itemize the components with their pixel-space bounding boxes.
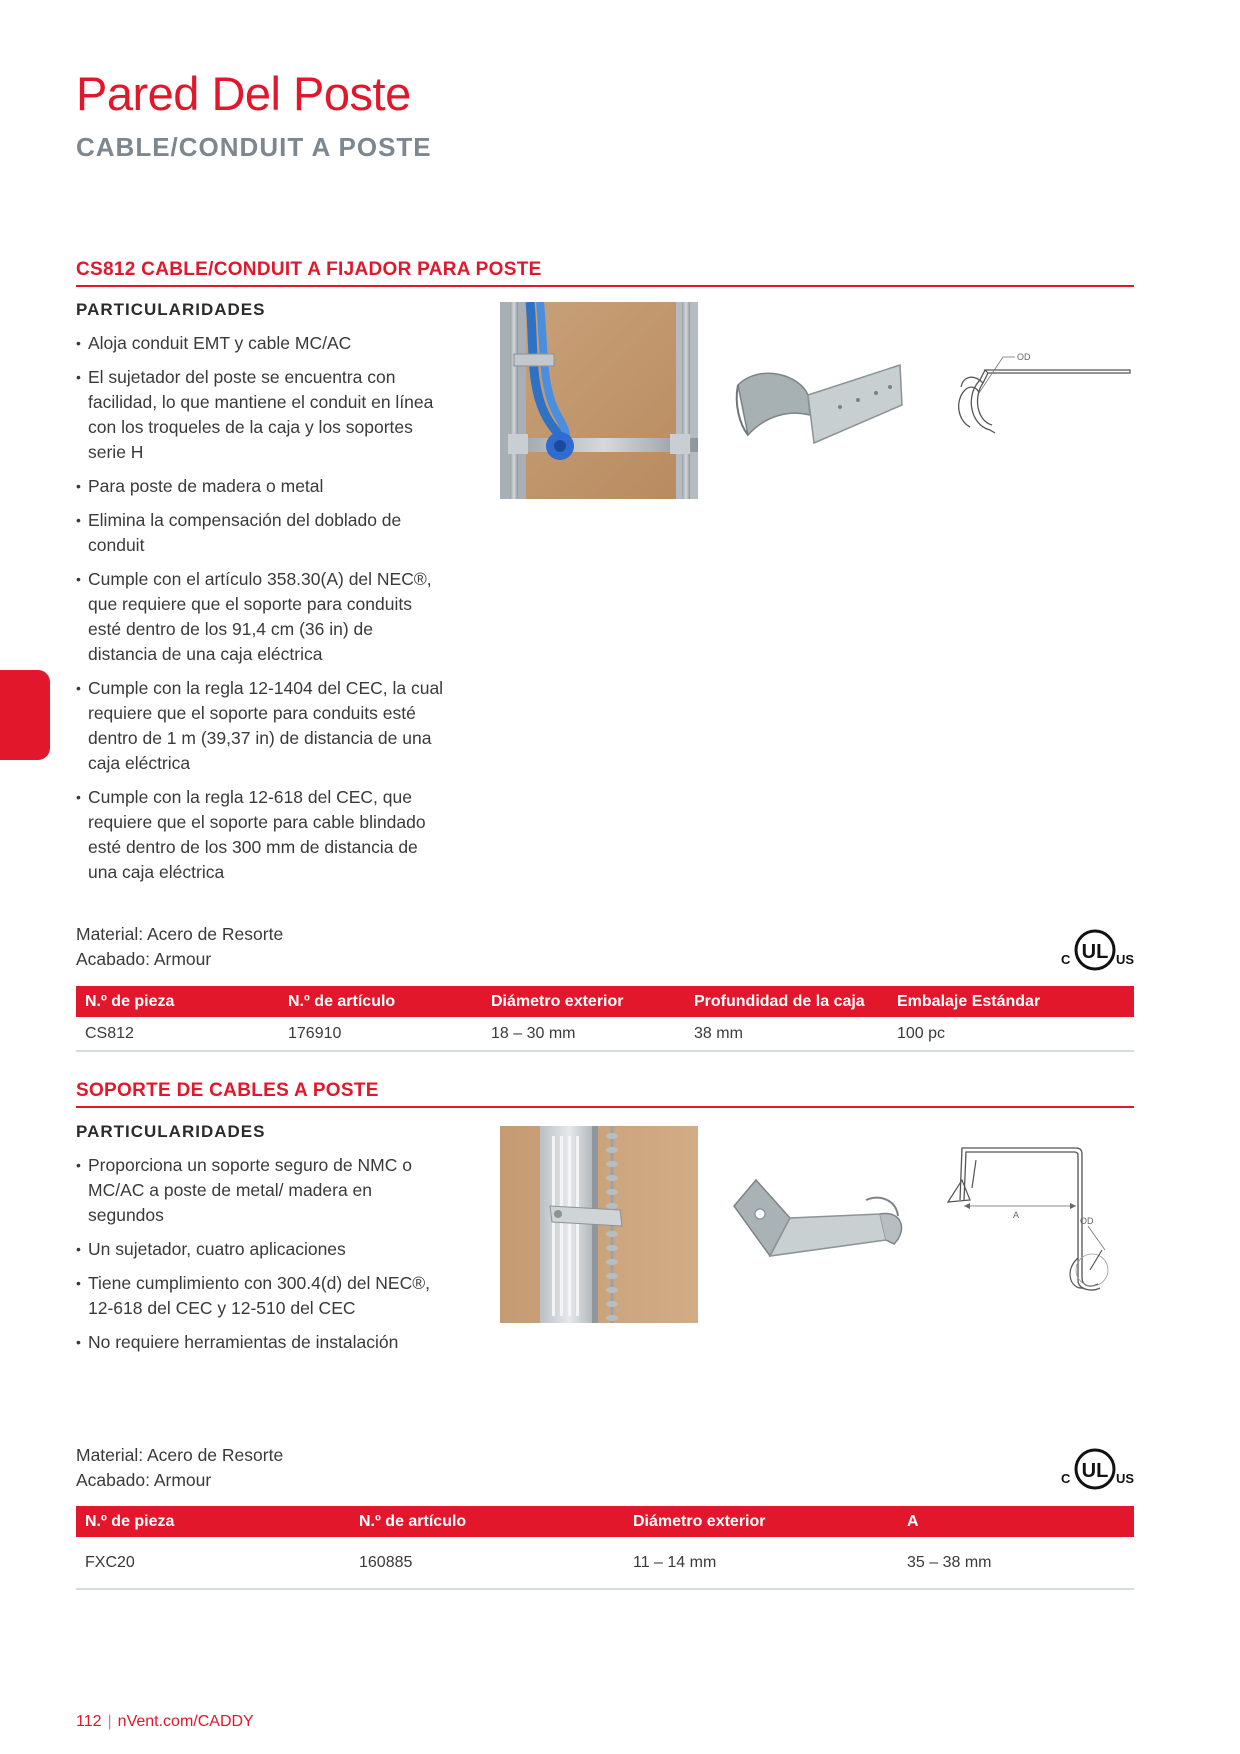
svg-text:C: C	[1061, 952, 1071, 967]
page-subtitle: CABLE/CONDUIT A POSTE	[76, 132, 432, 162]
features-title: PARTICULARIDADES	[76, 300, 266, 319]
list-item: • Proporciona un soporte seguro de NMC o MC/AC a poste de metal/ madera en segundos	[76, 1153, 446, 1228]
od-label: OD	[1080, 1216, 1094, 1226]
table-cell: 160885	[350, 1537, 624, 1589]
table-header-row	[76, 986, 1134, 1017]
table-cell: FXC20	[76, 1537, 350, 1589]
table-cell: 38 mm	[685, 1017, 888, 1051]
svg-text:US: US	[1116, 952, 1135, 967]
material-info	[76, 1443, 283, 1493]
fxc20-part-image	[730, 1170, 910, 1280]
svg-text:C: C	[1061, 1471, 1071, 1486]
installation-photo	[500, 1126, 698, 1323]
col-header: A	[898, 1506, 1134, 1537]
page-footer: 112 | nVent.com/CADDY	[76, 1713, 254, 1730]
feature-list	[76, 331, 446, 894]
od-label: OD	[1017, 352, 1031, 362]
svg-text:UL: UL	[1081, 1460, 1109, 1482]
table-cell: 18 – 30 mm	[482, 1017, 685, 1051]
list-item: • Cumple con la regla 12-1404 del CEC, la cual requiere que el soporte para conduits esté dentro de 1 m (39,37 in) de distancia de una caja eléctrica	[76, 676, 446, 776]
section-heading-cable-support: SOPORTE DE CABLES A POSTE	[76, 1080, 1134, 1108]
table-cell: 11 – 14 mm	[624, 1537, 898, 1589]
col-header: N.º de pieza	[76, 986, 279, 1017]
list-item: • Cumple con el artículo 358.30(A) del NEC®, que requiere que el soporte para conduits esté dentro de los 91,4 cm (36 in) de distancia de una caja eléctrica	[76, 567, 446, 667]
fxc20-technical-drawing	[940, 1140, 1135, 1300]
footer-url[interactable]: nVent.com/CADDY	[117, 1713, 254, 1730]
table-cell: CS812	[76, 1017, 279, 1051]
list-item: • Para poste de madera o metal	[76, 474, 446, 499]
page-number: 112	[76, 1713, 102, 1730]
ul-listing-mark	[1055, 928, 1135, 974]
list-item: • No requiere herramientas de instalación	[76, 1330, 446, 1355]
table-cell: 35 – 38 mm	[898, 1537, 1134, 1589]
col-header: Diámetro exterior	[482, 986, 685, 1017]
list-item: • Un sujetador, cuatro aplicaciones	[76, 1237, 446, 1262]
material-text: Material: Acero de Resorte	[76, 924, 284, 944]
list-item: • El sujetador del poste se encuentra con facilidad, lo que mantiene el conduit en línea con los troqueles de la caja y los soportes serie H	[76, 365, 446, 465]
list-item: • Tiene cumplimiento con 300.4(d) del NEC®, 12-618 del CEC y 12-510 del CEC	[76, 1271, 446, 1321]
installation-photo	[500, 302, 698, 499]
finish-text: Acabado: Armour	[76, 1470, 212, 1490]
side-tab-marker	[0, 670, 50, 760]
feature-list	[76, 1153, 446, 1364]
svg-text:UL: UL	[1081, 941, 1109, 963]
section-heading-cs812: CS812 CABLE/CONDUIT A FIJADOR PARA POSTE	[76, 259, 1134, 287]
material-info	[76, 922, 283, 972]
col-header: Profundidad de la caja	[685, 986, 888, 1017]
table-header-row	[76, 1506, 1134, 1537]
table-cell: 176910	[279, 1017, 482, 1051]
list-item: • Elimina la compensación del doblado de conduit	[76, 508, 446, 558]
ul-listing-mark	[1055, 1447, 1135, 1493]
table-cell: 100 pc	[888, 1017, 1134, 1051]
list-item: • Aloja conduit EMT y cable MC/AC	[76, 331, 446, 356]
col-header: N.º de artículo	[279, 986, 482, 1017]
spec-table-fxc20	[76, 1506, 1134, 1590]
col-header: N.º de artículo	[350, 1506, 624, 1537]
a-label: A	[1013, 1210, 1020, 1220]
finish-text: Acabado: Armour	[76, 949, 212, 969]
material-text: Material: Acero de Resorte	[76, 1445, 284, 1465]
table-row	[76, 1017, 1134, 1051]
list-item: • Cumple con la regla 12-618 del CEC, que requiere que el soporte para cable blindado esté dentro de los 300 mm de distancia de una caja eléctrica	[76, 785, 446, 885]
table-row	[76, 1537, 1134, 1589]
page-title: Pared Del Poste	[76, 67, 411, 120]
svg-text:US: US	[1116, 1471, 1135, 1486]
col-header: N.º de pieza	[76, 1506, 350, 1537]
cs812-part-image	[730, 355, 910, 460]
spec-table-cs812	[76, 986, 1134, 1052]
col-header: Diámetro exterior	[624, 1506, 898, 1537]
col-header: Embalaje Estándar	[888, 986, 1134, 1017]
features-title: PARTICULARIDADES	[76, 1122, 266, 1141]
cs812-technical-drawing	[935, 345, 1135, 455]
